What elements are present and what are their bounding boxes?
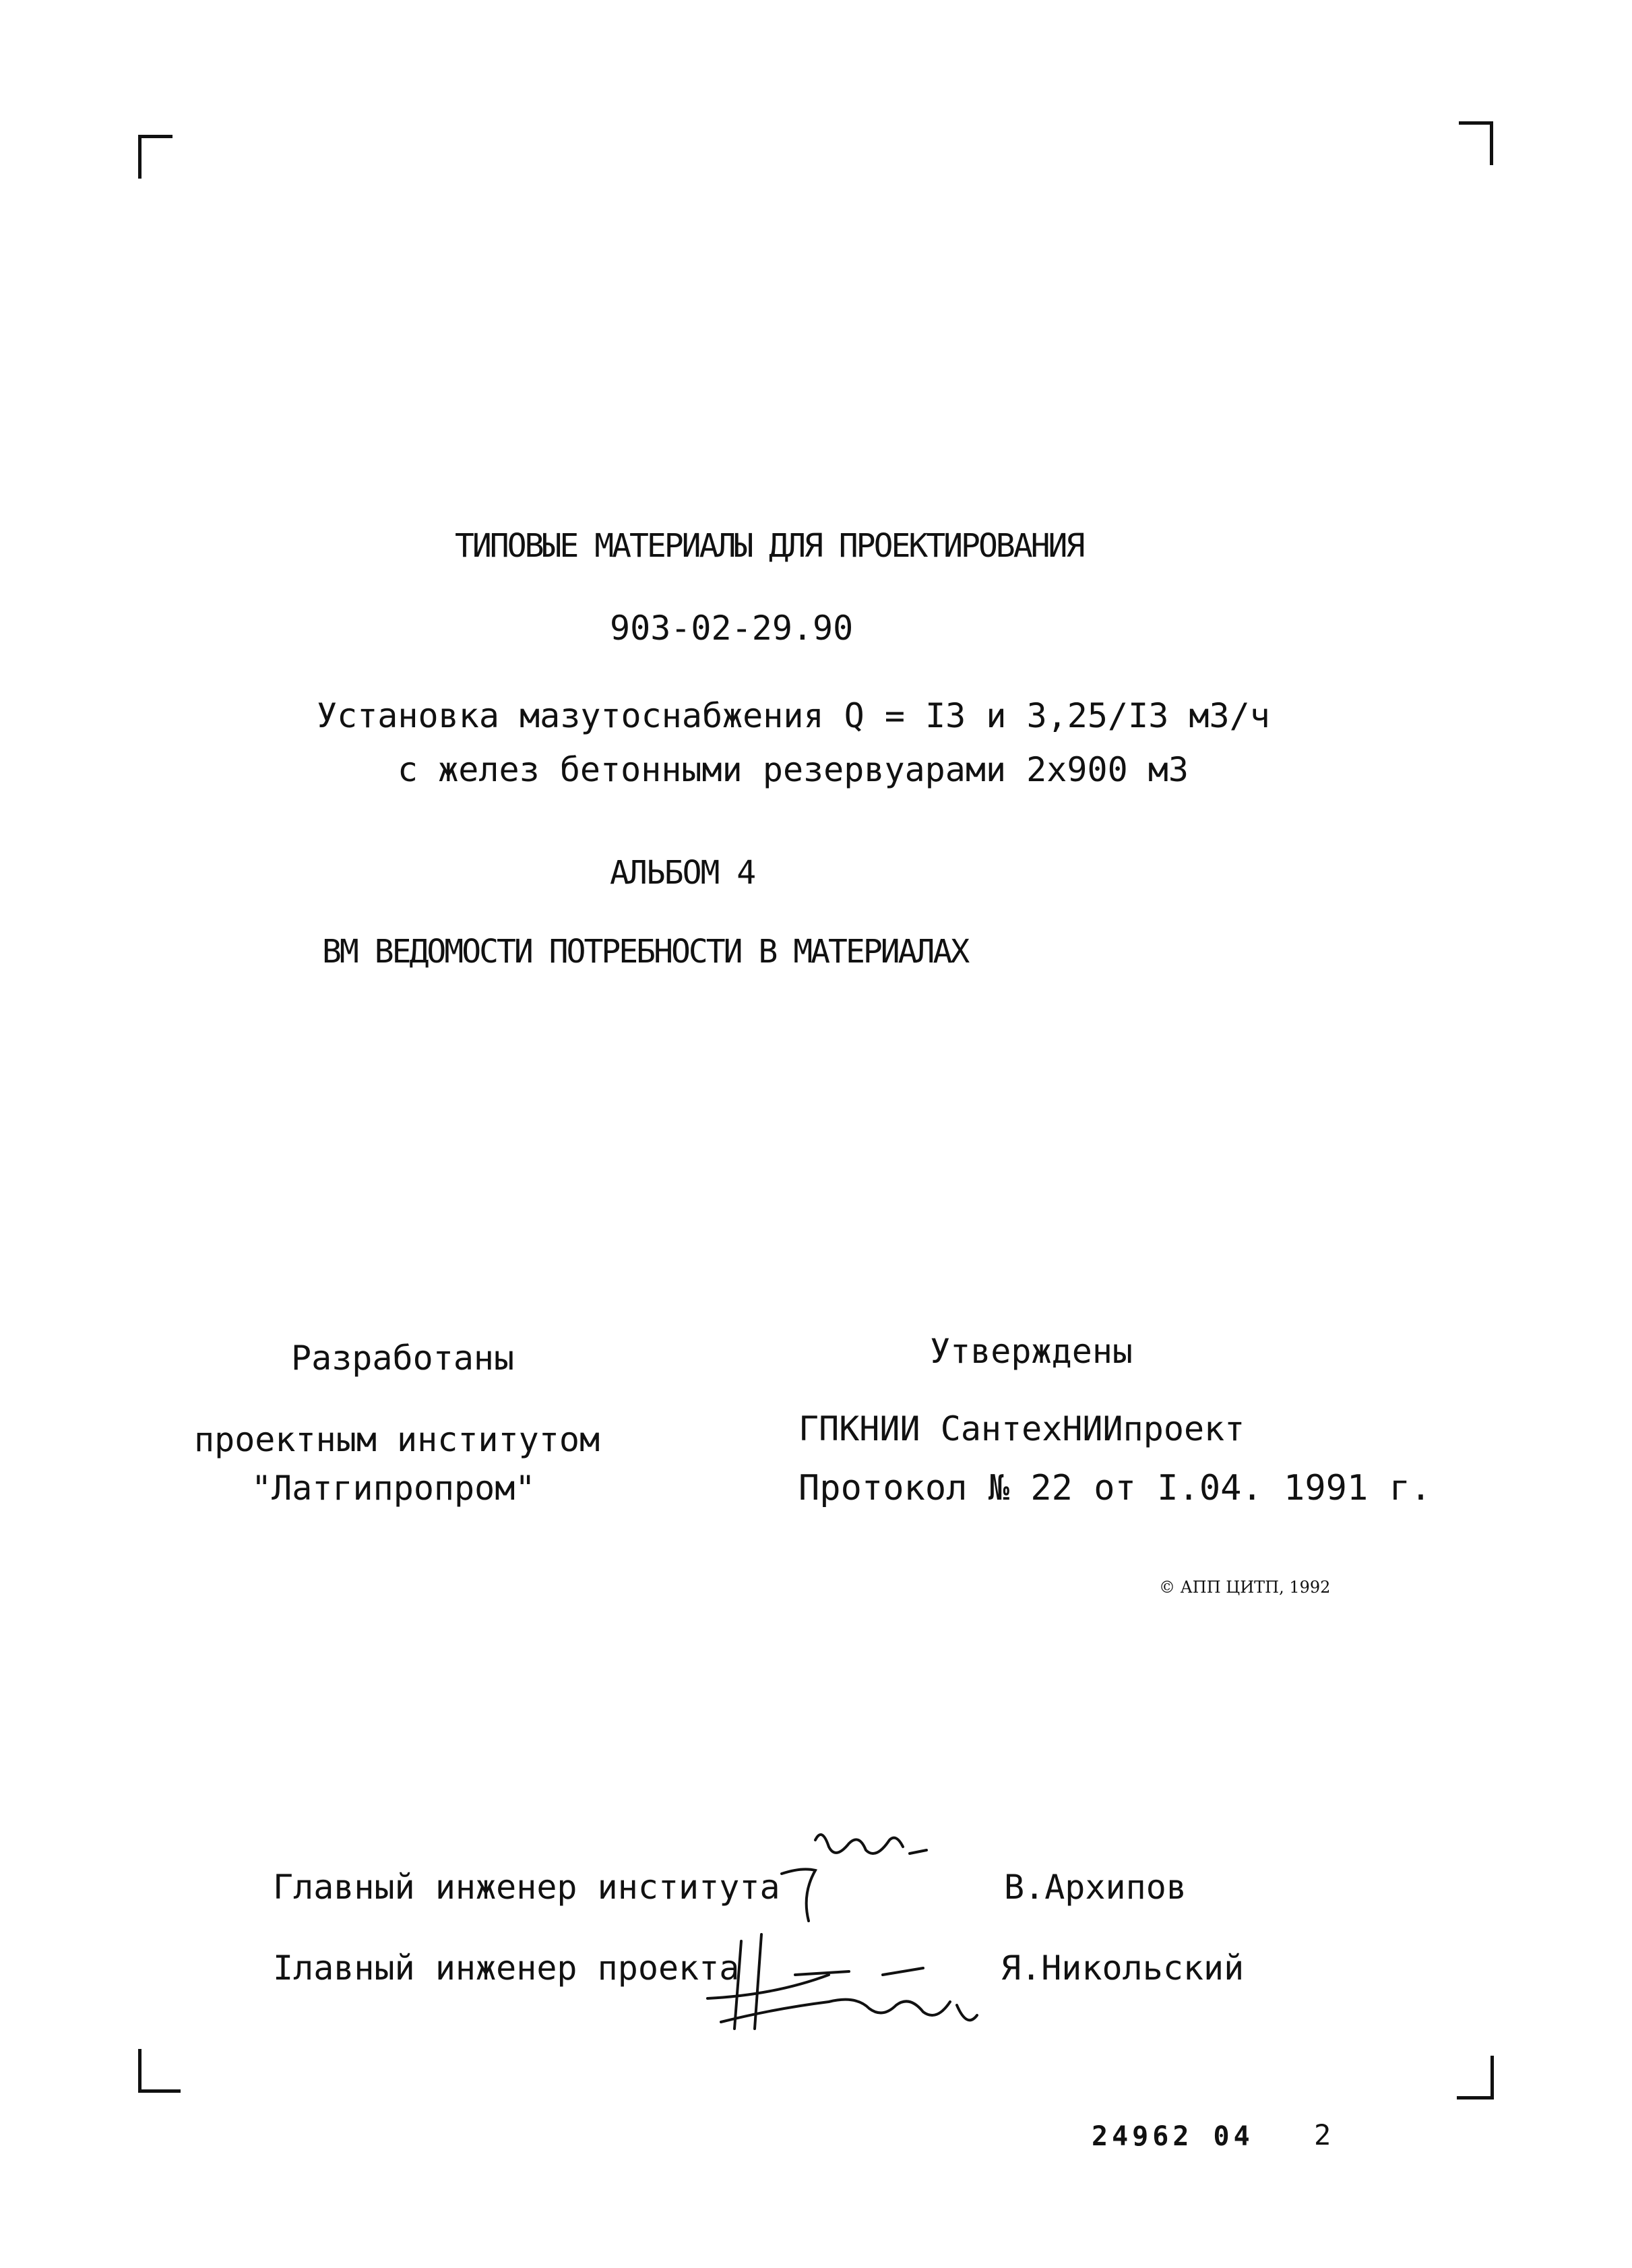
- section-title: ВМ ВЕДОМОСТИ ПОТРЕБНОСТИ В МАТЕРИАЛАХ: [322, 933, 968, 971]
- approved-label: Утверждены: [930, 1332, 1133, 1371]
- signatory-title-2: Iлавный инженер проекта: [273, 1949, 740, 1988]
- document-code: 903-02-29.90: [610, 609, 854, 648]
- crop-mark-top-right: [1459, 121, 1493, 165]
- album-label: АЛЬБОМ 4: [610, 854, 755, 892]
- document-description-line2: с желез бетонными резервуарами 2х900 м3: [398, 750, 1189, 789]
- page-number: 2: [1314, 2118, 1331, 2151]
- developer-org-line2: "Латгипропром": [251, 1469, 536, 1508]
- developer-org-line1: проектным институтом: [194, 1420, 600, 1459]
- crop-mark-bottom-left: [138, 2049, 181, 2093]
- signatory-title-1: Главный инженер института: [273, 1868, 780, 1907]
- approval-protocol: Протокол № 22 от I.04. 1991 г.: [798, 1468, 1432, 1508]
- handwritten-signature-1: [775, 1820, 964, 1934]
- document-description-line1: Установка мазутоснабжения Q = I3 и 3,25/I3 м3/ч: [317, 696, 1270, 735]
- crop-mark-top-left: [138, 135, 172, 179]
- signatory-name-2: Я.Никольский: [1001, 1949, 1245, 1988]
- handwritten-signature-2: [694, 1928, 991, 2042]
- crop-mark-bottom-right: [1457, 2056, 1494, 2100]
- approver-org: ГПКНИИ СантехНИИпроект: [798, 1409, 1245, 1448]
- document-number: 24962 04: [1092, 2121, 1254, 2152]
- copyright-notice: © АПП ЦИТП, 1992: [1159, 1578, 1331, 1597]
- signatory-name-1: В.Архипов: [1004, 1868, 1187, 1907]
- document-title: ТИПОВЫЕ МАТЕРИАЛЫ ДЛЯ ПРОЕКТИРОВАНИЯ: [455, 527, 1084, 565]
- developed-label: Разработаны: [291, 1339, 515, 1378]
